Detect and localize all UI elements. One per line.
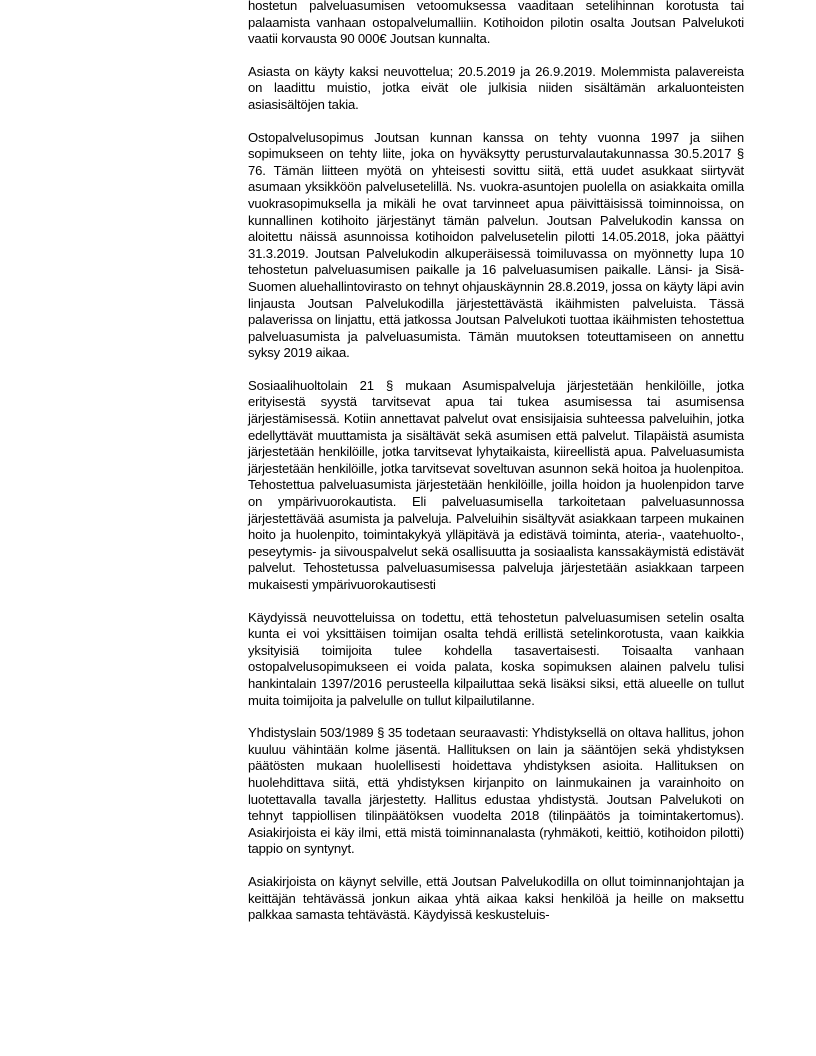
- paragraph: Käydyissä neuvotteluissa on todettu, että tehostetun palveluasumisen setelin osalta kunta ei voi yksittäisen toimijan osalta tehdä erillistä setelinkorotusta, vaan kaikkia yksityisiä toimijoita tulee kohdella tasavertaisesti. Toisaalta vanhaan ostopalvelusopimukseen ei voida palata, koska sopimuksen alainen palvelu tulisi hankintalain 1397/2016 perusteella kilpailuttaa sekä lisäksi siksi, että alueelle on tullut muita toimijoita ja palvelulle on tullut kilpailutilanne.: [248, 609, 744, 708]
- document-text-body: [248, 0, 744, 924]
- paragraph: Sosiaalihuoltolain 21 § mukaan Asumispalveluja järjestetään henkilöille, jotka erityisestä syystä tarvitsevat apua tai tukea asumisessa tai asumisensa järjestämisessä. Kotiin annettavat palvelut ovat ensisijaisia suhteessa palveluihin, jotka edellyttävät muuttamista ja sisältävät sekä asumisen että palvelut. Tilapäistä asumista järjestetään henkilöille, jotka tarvitsevat lyhytaikaista, kiireellistä apua. Palveluasumista järjestetään henkilöille, jotka tarvitsevat soveltuvan asunnon sekä hoitoa ja huolenpitoa. Tehostettua palveluasumista järjestetään henkilöille, joilla hoidon ja huolenpidon tarve on ympärivuorokautista. Eli palveluasumisella tarkoitetaan palveluasunnossa järjestettävää asumista ja palveluja. Palveluihin sisältyvät asiakkaan tarpeen mukainen hoito ja huolenpito, toimintakykyä ylläpitävä ja edistävä toiminta, ateria-, vaatehuolto-, peseytymis- ja siivouspalvelut sekä osallisuutta ja sosiaalista kanssakäymistä edistävät palvelut. Tehostetussa palveluasumisessa palveluja järjestetään asiakkaan tarpeen mukaisesti ympärivuorokautisesti: [248, 377, 744, 592]
- paragraph: Asiakirjoista on käynyt selville, että Joutsan Palvelukodilla on ollut toiminnanjohtajan ja keittäjän tehtävässä jonkun aikaa yhtä aikaa kaksi henkilöä ja heille on maksettu palkkaa samasta tehtävästä. Käydyissä keskusteluis-: [248, 873, 744, 923]
- paragraph: Ostopalvelusopimus Joutsan kunnan kanssa on tehty vuonna 1997 ja siihen sopimukseen on tehty liite, joka on hyväksytty perusturvalautakunnassa 30.5.2017 § 76. Tämän liitteen myötä on yhteisesti sovittu siitä, että uudet asukkaat siirtyvät asumaan yksikköön palvelusetelillä. Ns. vuokra-asuntojen puolella on asiakkaita omilla vuokrasopimuksella ja mikäli he ovat tarvinneet apua päivittäisissä toiminnoissa, on kunnallinen kotihoito järjestänyt tämän palvelun. Joutsan Palvelukodin kanssa on aloitettu näissä asunnoissa kotihoidon palvelusetelin pilotti 14.05.2018, joka päättyi 31.3.2019. Joutsan Palvelukodin alkuperäisessä toimiluvassa on myönnetty lupa 10 tehostetun palveluasumisen paikalle ja 16 palveluasumisen paikalle. Länsi- ja Sisä-Suomen aluehallintovirasto on tehnyt ohjauskäynnin 28.8.2019, jossa on käyty läpi avin linjausta Joutsan Palvelukodilla järjestettävästä ikäihmisten palveluista. Tässä palaverissa on linjattu, että jatkossa Joutsan Palvelukoti tuottaa ikäihmisten tehostettua palveluasumista ja palveluasumista. Tämän muutoksen toteuttamiseen on annettu syksy 2019 aikaa.: [248, 129, 744, 361]
- paragraph: Yhdistyslain 503/1989 § 35 todetaan seuraavasti: Yhdistyksellä on oltava hallitus, johon kuuluu vähintään kolme jäsentä. Hallituksen on lain ja sääntöjen sekä yhdistyksen päätösten mukaan huolellisesti hoidettava yhdistyksen asioita. Hallituksen on huolehdittava siitä, että yhdistyksen kirjanpito on lainmukainen ja varainhoito on luotettavalla tavalla järjestetty. Hallitus edustaa yhdistystä. Joutsan Palvelukoti on tehnyt tappiollisen tilinpäätöksen vuodelta 2018 (tilinpäätös ja toimintakertomus). Asiakirjoista ei käy ilmi, että mistä toiminnanalasta (ryhmäkoti, keittiö, kotihoidon pilotti) tappio on syntynyt.: [248, 725, 744, 857]
- paragraph: Asiasta on käyty kaksi neuvottelua; 20.5.2019 ja 26.9.2019. Molemmista palavereista on laadittu muistio, jotka eivät ole julkisia niiden sisältämän arkaluonteisten asiasisältöjen takia.: [248, 63, 744, 112]
- paragraph: hostetun palveluasumisen vetoomuksessa vaaditaan setelihinnan korotusta tai palaamista vanhaan ostopalvelumalliin. Kotihoidon pilotin osalta Joutsan Palvelukoti vaatii korvausta 90 000€ Joutsan kunnalta.: [248, 0, 744, 47]
